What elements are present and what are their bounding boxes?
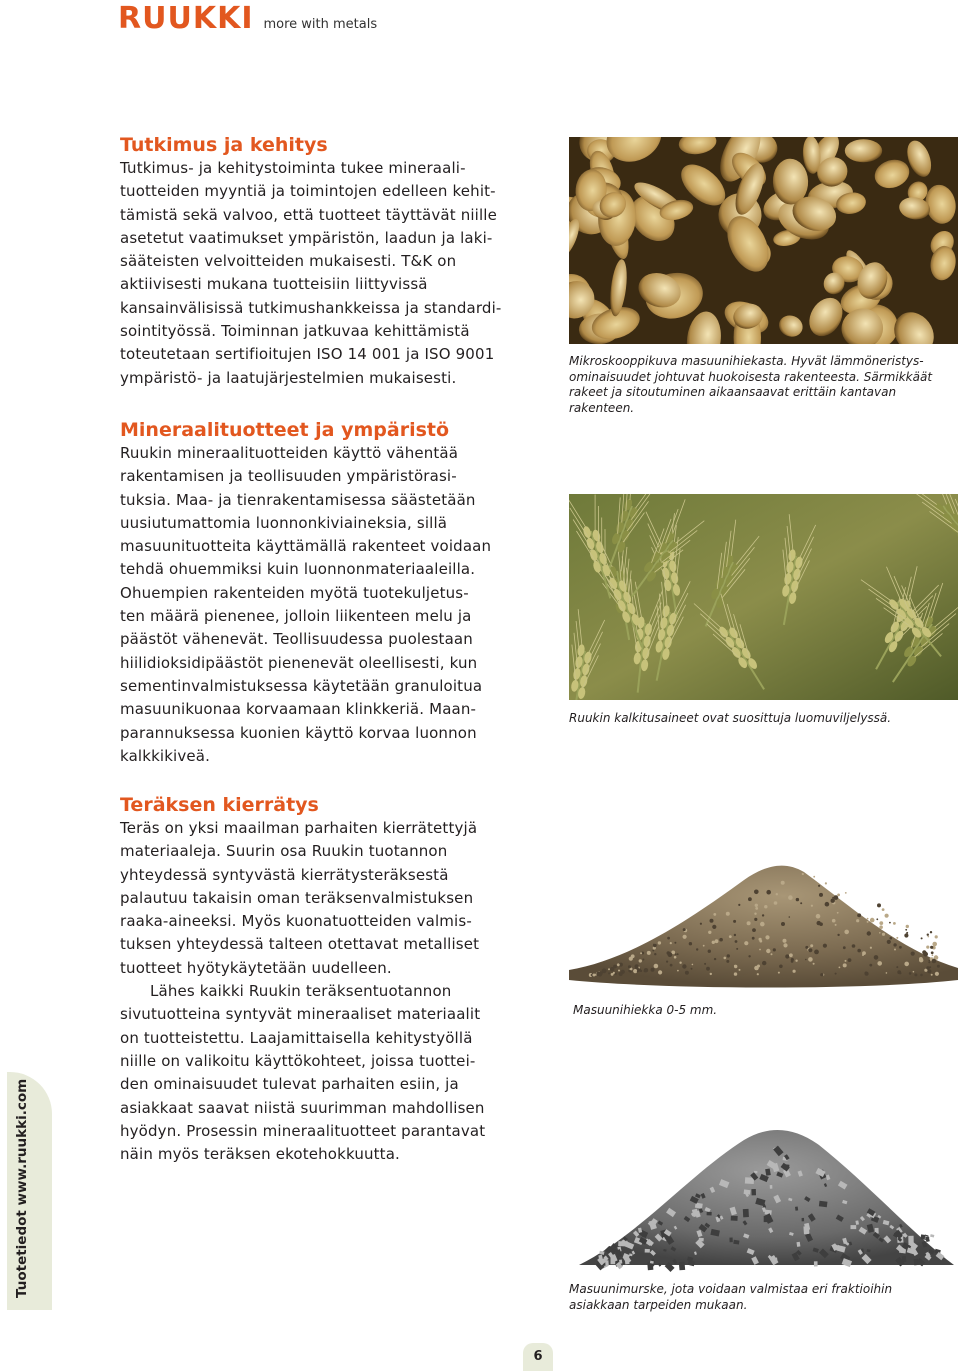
section-body-recycling: Teräs on yksi maailman parhaiten kierrätettyjä materiaaleja. Suurin osa Ruukin tuotannon yhteydessä syntyvästä kierrätysteräksestä palautuu takaisin oman teräksenvalmistuksen raaka-aineeksi. Myös kuonatuotteiden valmis- tuksen yhteydessä talteen otettavat metalliset tuotteet hyötykäytetään uudelleen. [120, 819, 480, 977]
caption-crushed-slag: Masuunimurske, jota voidaan valmistaa eri fraktioihin asiakkaan tarpeiden mukaan. [569, 1282, 893, 1312]
section-body-recycling-2: Lähes kaikki Ruukin teräksentuotannon sivutuotteina syntyvät mineraaliset materiaalit on tuotteistettu. Laajamittaisella kehitystyöllä niille on valikoitu käyttökohteet, joissa tuottei- den ominaisuudet tulevat parhaiten esiin, ja asiakkaat saavat niistä suurimman mahdollisen hyödyn. Prosessin mineraalituotteet parantavat näin myös teräksen ekotehokkuutta. [120, 982, 486, 1164]
grain [845, 139, 882, 162]
barley-photo [569, 494, 958, 700]
side-tab-label: Tuotetiedot www.ruukki.com [14, 1078, 30, 1298]
caption-barley: Ruukin kalkitusaineet ovat suosittuja luomuviljelyssä. [569, 711, 892, 725]
section-title-recycling: Teräksen kierrätys [120, 794, 319, 816]
sand-pile-photo [569, 850, 958, 995]
section-research [120, 133, 530, 390]
caption-sand: Masuunihiekka 0-5 mm. [573, 1003, 718, 1017]
logo-wordmark: RUUKKI [118, 1, 254, 36]
section-recycling [120, 793, 530, 1166]
section-title-research: Tutkimus ja kehitys [120, 134, 328, 156]
section-body-research: Tutkimus- ja kehitystoiminta tukee mineraali- tuotteiden myyntiä ja toimintojen edelleen kehit- tämistä sekä valvoo, että tuotteet täyttävät niille asetetut vaatimukset ympäristön, laadun ja laki- sääteisten velvoitteiden mukaisesti. T&K on aktiivisesti mukana tuotteisiin liittyvissä kansainvälisissä tutkimushankkeissa ja standardi- sointityössä. Toiminnan jatkuvaa kehittämistä toteutetaan sertifioitujen ISO 14 001 ja ISO 9001 ympäristö- ja laatujärjestelmien mukaisesti. [120, 159, 502, 387]
ruukki-logo [118, 1, 378, 36]
microscope-photo [569, 137, 958, 344]
caption-microscope: Mikroskooppikuva masuunihiekasta. Hyvät lämmöneristys- ominaisuudet johtuvat huokoisesta rakenteesta. Särmikkäät rakeet ja sitoutuminen aikaansaavat erittäin kantavan rakenteen. [569, 354, 933, 415]
section-title-environment: Mineraalituotteet ja ympäristö [120, 419, 450, 441]
page-number: 6 [523, 1343, 553, 1371]
crushed-slag-photo [569, 1115, 958, 1275]
section-environment [120, 418, 530, 768]
logo-tagline: more with metals [263, 17, 378, 32]
section-body-environment: Ruukin mineraalituotteiden käyttö vähentää rakentamisen ja teollisuuden ympäristörasi- tuksia. Maa- ja tienrakentamisessa säästetään uusiutumattomia luonnonkiviaineksia, sillä masuunituotteita käyttämällä rakenteet voidaan tehdä ohuemmiksi kuin luonnonmateriaaleilla. Ohuempien rakenteiden myötä tuotekuljetus- ten määrä pienenee, jolloin liikenteen melu ja päästöt vähenevät. Teollisuudessa puolestaan hiilidioksidipäästöt pienenevät oleellisesti, kun sementinvalmistuksessa käytetään granuloitua masuunikuonaa korvaamaan klinkkeriä. Maan- parannuksessa kuonien käyttö korvaa luonnon kalkkikiveä. [120, 444, 492, 765]
